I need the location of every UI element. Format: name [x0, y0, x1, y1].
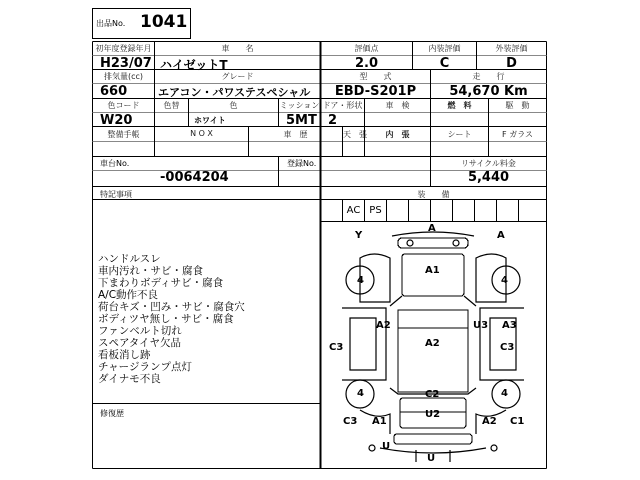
- left-front-fender: [360, 254, 390, 302]
- chassis-number-value: -0064204: [160, 170, 229, 185]
- diagram-label: Y: [355, 230, 363, 241]
- diagram-label: A: [428, 223, 436, 234]
- rear-bumper: [394, 434, 472, 444]
- doors-value: 2: [328, 113, 338, 128]
- note-line: ファンベルト切れ: [98, 325, 182, 337]
- chassis-number-header: 車台No.: [100, 159, 130, 168]
- diagram-label: A2: [482, 416, 497, 427]
- diagram-label: A1: [372, 416, 387, 427]
- lot-number-label: 出品No.: [96, 19, 126, 28]
- first-registration-header: 初年度登録年月: [95, 44, 152, 53]
- transmission-value: 5MT: [286, 113, 317, 128]
- vehicle-history-header: 車 歴: [283, 130, 308, 139]
- recycle-fee-value: 5,440: [467, 170, 510, 185]
- diagram-label: A2: [376, 320, 391, 331]
- grade-header: グレード: [221, 72, 254, 81]
- note-line: 下まわりボディサビ・腐食: [98, 277, 224, 289]
- note-line: A/C動作不良: [98, 289, 159, 301]
- model-header: 車 名: [221, 44, 254, 53]
- displacement-header: 排気量(cc): [103, 72, 144, 81]
- lot-number: 1041: [140, 12, 188, 32]
- diagram-label: A2: [425, 338, 440, 349]
- mileage-header: 走 行: [472, 72, 505, 81]
- headliner-header: 天 張: [343, 130, 367, 139]
- interior-grade-value: C: [439, 56, 450, 71]
- color-swap-header: 色替: [163, 101, 180, 110]
- registration-number-header: 登録No.: [287, 159, 317, 168]
- color-code-header: 色コード: [107, 101, 140, 110]
- diagram-label: A: [497, 230, 505, 241]
- equipment-ps: PS: [369, 205, 382, 216]
- notes-header: 特記事項: [100, 190, 132, 199]
- color-header: 色: [229, 101, 238, 110]
- note-line: 車内汚れ・サビ・腐食: [98, 265, 203, 277]
- score-value: 2.0: [354, 56, 379, 71]
- interior-trim-header: 内 張: [385, 130, 410, 139]
- note-line: ハンドルスレ: [98, 253, 161, 265]
- diagram-label: A1: [425, 265, 440, 276]
- diagram-label: 4: [501, 275, 508, 286]
- recycle-fee-header: リサイクル料金: [461, 159, 516, 168]
- diagram-label: C3: [500, 342, 515, 353]
- diagram-label: U: [382, 441, 391, 452]
- interior-grade-header: 内装評価: [428, 44, 461, 53]
- first-registration-value: H23/07: [100, 56, 152, 71]
- displacement-value: 660: [100, 84, 128, 99]
- mileage-value: 54,670 Km: [449, 84, 528, 99]
- front-grille: [398, 238, 468, 248]
- transmission-header: ミッション: [279, 101, 320, 110]
- service-manual-header: 整備手帳: [107, 130, 140, 139]
- drive-header: 駆 動: [505, 101, 530, 110]
- model-value: ハイゼットT: [160, 58, 228, 72]
- note-line: 荷台キズ・凹み・サビ・腐食穴: [98, 301, 245, 313]
- model-type-value: EBD-S201P: [334, 84, 417, 99]
- equipment-ac: AC: [346, 205, 361, 216]
- repair-history-header: 修復歴: [100, 409, 124, 418]
- exterior-grade-header: 外装評価: [495, 44, 528, 53]
- grade-value: エアコン・パワステスペシャル: [158, 86, 311, 99]
- doors-header: ドア・形状: [322, 101, 363, 110]
- exterior-grade-value: D: [506, 56, 517, 71]
- diagram-label: C3: [343, 416, 358, 427]
- diagram-label: U3: [473, 320, 489, 331]
- front-glass-header: F ガラス: [502, 130, 533, 139]
- seat-header: シート: [447, 130, 472, 139]
- diagram-label: C1: [510, 416, 525, 427]
- diagram-label: C2: [425, 389, 440, 400]
- note-line: ダイナモ不良: [98, 373, 161, 385]
- note-line: チャージランプ点灯: [98, 361, 192, 373]
- note-line: スペアタイヤ欠品: [98, 337, 182, 349]
- diagram-label: 4: [357, 275, 364, 286]
- diagram-label: 4: [357, 388, 364, 399]
- diagram-label: C3: [329, 342, 344, 353]
- model-type-header: 型 式: [359, 72, 392, 81]
- diagram-label: A3: [502, 320, 517, 331]
- diagram-label: U2: [425, 409, 441, 420]
- diagram-label: U: [427, 453, 436, 464]
- fuel-header: 燃 料: [447, 101, 472, 110]
- inspection-header: 車 検: [385, 101, 410, 110]
- color-value: ホワイト: [194, 116, 226, 125]
- equipment-header: 装 備: [417, 190, 450, 199]
- note-line: ボディツヤ無し・サビ・腐食: [98, 313, 234, 325]
- color-code-value: W20: [100, 113, 133, 128]
- diagram-label: 4: [501, 388, 508, 399]
- note-line: 看板消し跡: [98, 349, 151, 361]
- nox-header: N O X: [190, 129, 213, 138]
- score-header: 評価点: [354, 44, 379, 53]
- cargo-bed: [398, 310, 468, 392]
